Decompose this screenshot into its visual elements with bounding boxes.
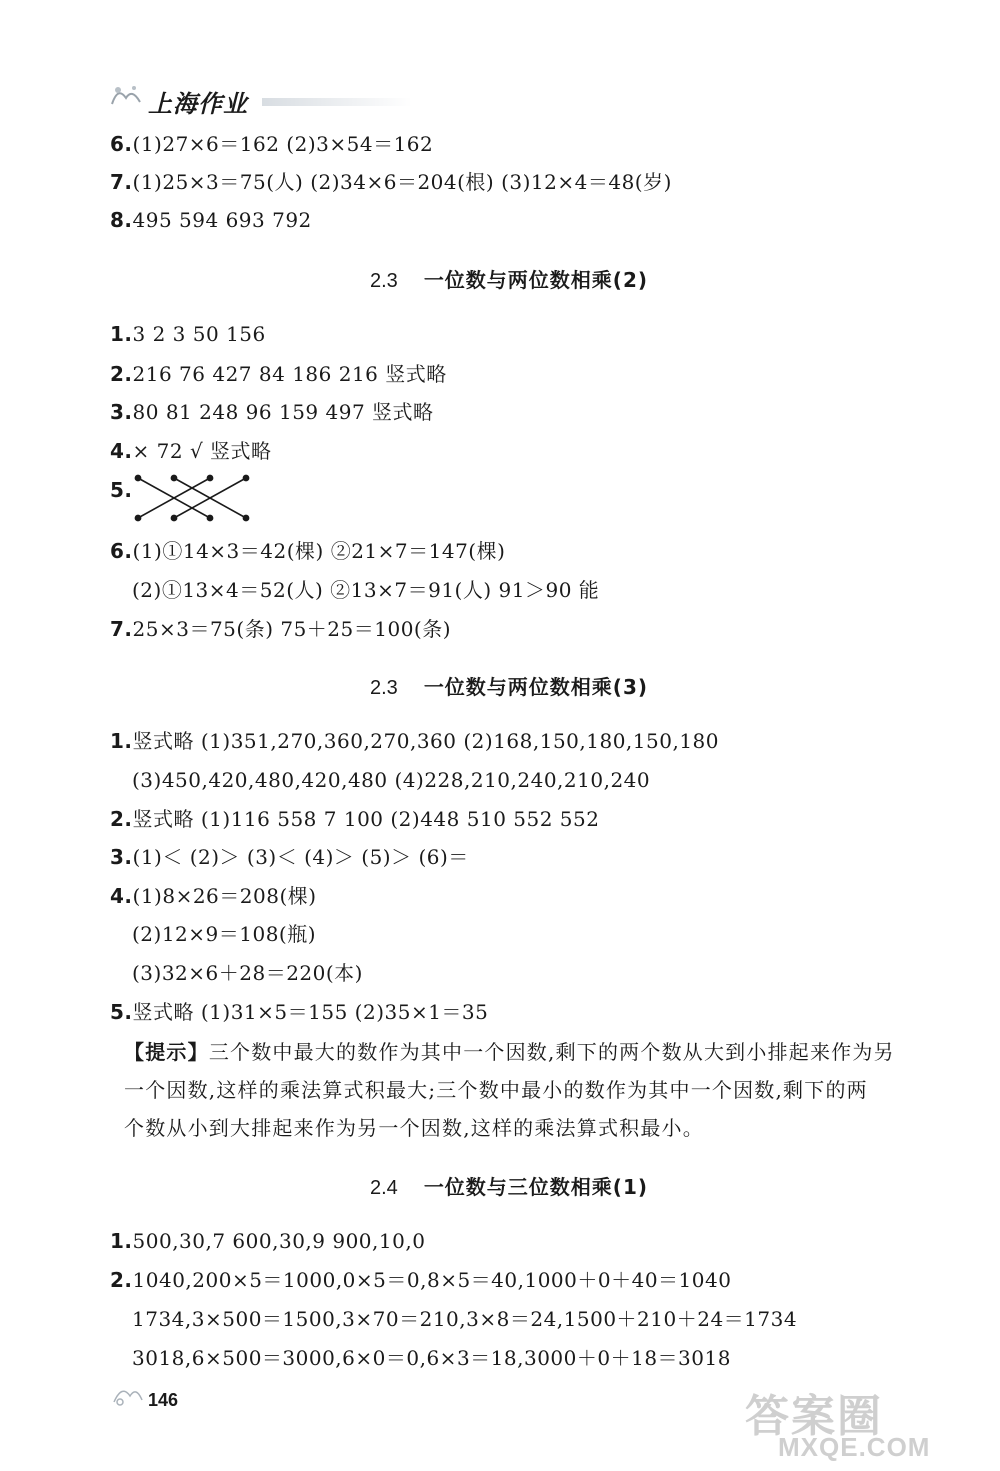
answer-line-3: 3.(1)＜ (2)＞ (3)＜ (4)＞ (5)＞ (6)＝	[110, 845, 469, 869]
answer-line-4-continued: (3)32×6＋28＝220(本)	[132, 961, 363, 985]
answer-line-4-continued: (2)12×9＝108(瓶)	[132, 922, 317, 946]
answer-line-1: 1.500,30,7 600,30,9 900,10,0	[110, 1229, 426, 1253]
watermark: 答案圈	[745, 1391, 883, 1442]
header-logo	[108, 80, 144, 110]
answer-line-2: 2.1040,200×5＝1000,0×5＝0,8×5＝40,1000＋0＋40＝1040	[110, 1268, 732, 1292]
section-heading: 2.4 一位数与三位数相乘(1)	[370, 1175, 649, 1199]
watermark-url: MXQE.COM	[778, 1432, 931, 1462]
answer-line-7: 7.25×3＝75(条) 75＋25＝100(条)	[110, 617, 452, 641]
hint-line: 【提示】三个数中最大的数作为其中一个因数,剩下的两个数从大到小排起来作为另	[124, 1040, 895, 1064]
answer-line-1: 1.3 2 3 50 156	[110, 322, 266, 346]
answer-line-2-continued: 1734,3×500＝1500,3×70＝210,3×8＝24,1500＋210＋24＝1734	[132, 1307, 798, 1331]
answer-line-6: 6.(1)①14×3＝42(棵) ②21×7＝147(棵)	[110, 539, 506, 563]
footer-doodle-icon	[110, 1380, 144, 1410]
hint-line: 个数从小到大排起来作为另一个因数,这样的乘法算式积最小。	[124, 1116, 704, 1140]
hint-paragraph	[124, 1033, 895, 1147]
matching-lines-diagram	[130, 470, 254, 526]
answer-line-7: 7.(1)25×3＝75(人) (2)34×6＝204(根) (3)12×4＝48(岁)	[110, 170, 672, 194]
answer-line-4: 4.× 72 √ 竖式略	[110, 439, 272, 463]
header-brand-fade	[262, 98, 412, 106]
hint-label: 【提示】	[124, 1040, 209, 1064]
answer-line-6-continued: (2)①13×4＝52(人) ②13×7＝91(人) 91＞90 能	[132, 578, 600, 602]
book-doodle-icon	[108, 80, 144, 110]
answer-line-3: 3.80 81 248 96 159 497 竖式略	[110, 400, 434, 424]
answer-line-1-continued: (3)450,420,480,420,480 (4)228,210,240,210,240	[132, 768, 651, 792]
answer-line-8: 8.495 594 693 792	[110, 208, 312, 232]
answer-line-2: 2.竖式略 (1)116 558 7 100 (2)448 510 552 552	[110, 807, 600, 831]
section-heading: 2.3 一位数与两位数相乘(2)	[370, 268, 649, 292]
section-heading: 2.3 一位数与两位数相乘(3)	[370, 675, 649, 699]
answer-line-5: 5.	[110, 478, 133, 502]
answer-line-4: 4.(1)8×26＝208(棵)	[110, 884, 317, 908]
answer-line-2: 2.216 76 427 84 186 216 竖式略	[110, 362, 447, 386]
answer-line-6: 6.(1)27×6＝162 (2)3×54＝162	[110, 132, 434, 156]
hint-line: 一个因数,这样的乘法算式积最大;三个数中最小的数作为其中一个因数,剩下的两	[124, 1078, 868, 1102]
answer-line-1: 1.竖式略 (1)351,270,360,270,360 (2)168,150,180,150,180	[110, 729, 719, 753]
page-number: 146	[148, 1390, 179, 1410]
answer-line-2-continued: 3018,6×500＝3000,6×0＝0,6×3＝18,3000＋0＋18＝3018	[132, 1346, 731, 1370]
answer-line-5: 5.竖式略 (1)31×5＝155 (2)35×1＝35	[110, 1000, 489, 1024]
header-brand: 上海作业	[148, 90, 248, 118]
